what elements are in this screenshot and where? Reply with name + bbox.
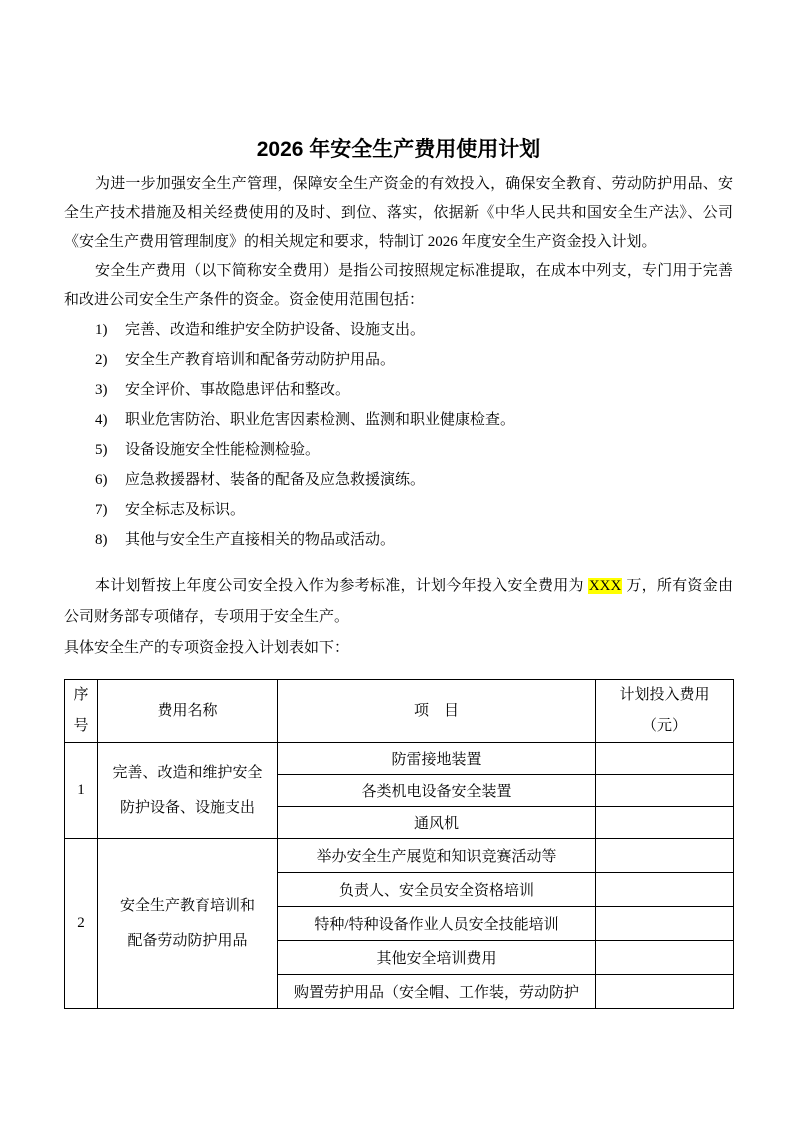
list-item-number: 6) bbox=[95, 472, 108, 488]
expense-name-line2: 防护设备、设施支出 bbox=[119, 799, 255, 816]
list-item bbox=[64, 495, 733, 525]
list-item bbox=[64, 465, 733, 495]
expense-name-cell bbox=[98, 743, 278, 839]
list-item bbox=[64, 435, 733, 465]
table-lead-in: 具体安全生产的专项资金投入计划表如下： bbox=[64, 640, 350, 656]
list-item-number: 5) bbox=[95, 442, 108, 458]
table-header-row bbox=[65, 680, 734, 743]
list-item-text: 应急救援器材、装备的配备及应急救援演练。 bbox=[125, 472, 426, 488]
list-item-text: 安全标志及标识。 bbox=[125, 502, 246, 518]
list-item bbox=[64, 315, 733, 345]
cost-cell bbox=[596, 775, 734, 807]
project-cell: 负责人、安全员安全资格培训 bbox=[278, 873, 596, 907]
expense-name-cell bbox=[98, 839, 278, 1009]
list-item-text: 设备设施安全性能检测检验。 bbox=[125, 442, 321, 458]
scope-list bbox=[64, 315, 733, 555]
project-cell: 举办安全生产展览和知识竞赛活动等 bbox=[278, 839, 596, 873]
table-row bbox=[65, 839, 734, 873]
project-cell: 各类机电设备安全装置 bbox=[278, 775, 596, 807]
budget-text-after: 万，所有资金由公司财务部专项储存，专项用于安全生产。 bbox=[64, 578, 733, 625]
list-item-number: 8) bbox=[95, 532, 108, 548]
list-item-number: 1) bbox=[95, 322, 108, 338]
cost-cell bbox=[596, 975, 734, 1009]
seq-cell: 1 bbox=[65, 743, 98, 839]
table-row bbox=[65, 743, 734, 775]
header-seq-line2: 号 bbox=[73, 718, 89, 734]
project-cell: 其他安全培训费用 bbox=[278, 941, 596, 975]
list-item-number: 3) bbox=[95, 382, 108, 398]
list-item-text: 安全评价、事故隐患评估和整改。 bbox=[125, 382, 351, 398]
project-cell: 特种/特种设备作业人员安全技能培训 bbox=[278, 907, 596, 941]
list-item bbox=[64, 345, 733, 375]
header-project: 项 目 bbox=[278, 680, 596, 743]
header-seq-line1: 序 bbox=[73, 687, 89, 703]
cost-cell bbox=[596, 873, 734, 907]
expense-name-line2: 配备劳动防护用品 bbox=[127, 932, 248, 949]
list-item bbox=[64, 375, 733, 405]
list-item-text: 职业危害防治、职业危害因素检测、监测和职业健康检查。 bbox=[125, 412, 516, 428]
list-item bbox=[64, 405, 733, 435]
budget-text-before: 本计划暂按上年度公司安全投入作为参考标准，计划今年投入安全费用为 bbox=[95, 578, 588, 594]
list-item-text: 完善、改造和维护安全防护设备、设施支出。 bbox=[125, 322, 426, 338]
cost-cell bbox=[596, 807, 734, 839]
expense-name-line1: 安全生产教育培训和 bbox=[119, 897, 255, 914]
list-item bbox=[64, 525, 733, 555]
highlighted-amount: XXX bbox=[588, 578, 622, 594]
cost-cell bbox=[596, 907, 734, 941]
list-item-number: 2) bbox=[95, 352, 108, 368]
project-cell: 防雷接地装置 bbox=[278, 743, 596, 775]
definition-paragraph: 安全生产费用（以下简称安全费用）是指公司按照规定标准提取，在成本中列支，专门用于完善和改进公司安全生产条件的资金。资金使用范围包括： bbox=[64, 263, 733, 308]
intro-paragraph: 为进一步加强安全生产管理，保障安全生产资金的有效投入，确保安全教育、劳动防护用品、安全生产技术措施及相关经费使用的及时、到位、落实，依据新《中华人民共和国安全生产法》、公司《安全生产费用管理制度》的相关规定和要求，特制订 2026 年度安全生产资金投入计划。 bbox=[64, 176, 733, 250]
header-seq bbox=[65, 680, 98, 743]
investment-plan-table bbox=[64, 679, 734, 1009]
expense-name-line1: 完善、改造和维护安全 bbox=[112, 764, 263, 781]
list-item-text: 安全生产教育培训和配备劳动防护用品。 bbox=[125, 352, 396, 368]
cost-cell bbox=[596, 839, 734, 873]
header-planned-cost bbox=[596, 680, 734, 743]
header-cost-line1: 计划投入费用 bbox=[619, 687, 710, 703]
budget-paragraph bbox=[64, 571, 733, 633]
project-cell: 购置劳护用品（安全帽、工作装，劳动防护 bbox=[278, 975, 596, 1009]
header-cost-line2: （元） bbox=[641, 718, 687, 734]
list-item-number: 7) bbox=[95, 502, 108, 518]
seq-cell: 2 bbox=[65, 839, 98, 1009]
page-title: 2026 年安全生产费用使用计划 bbox=[256, 138, 541, 161]
list-item-number: 4) bbox=[95, 412, 108, 428]
list-item-text: 其他与安全生产直接相关的物品或活动。 bbox=[125, 532, 396, 548]
project-cell: 通风机 bbox=[278, 807, 596, 839]
header-expense-name: 费用名称 bbox=[98, 680, 278, 743]
cost-cell bbox=[596, 743, 734, 775]
cost-cell bbox=[596, 941, 734, 975]
